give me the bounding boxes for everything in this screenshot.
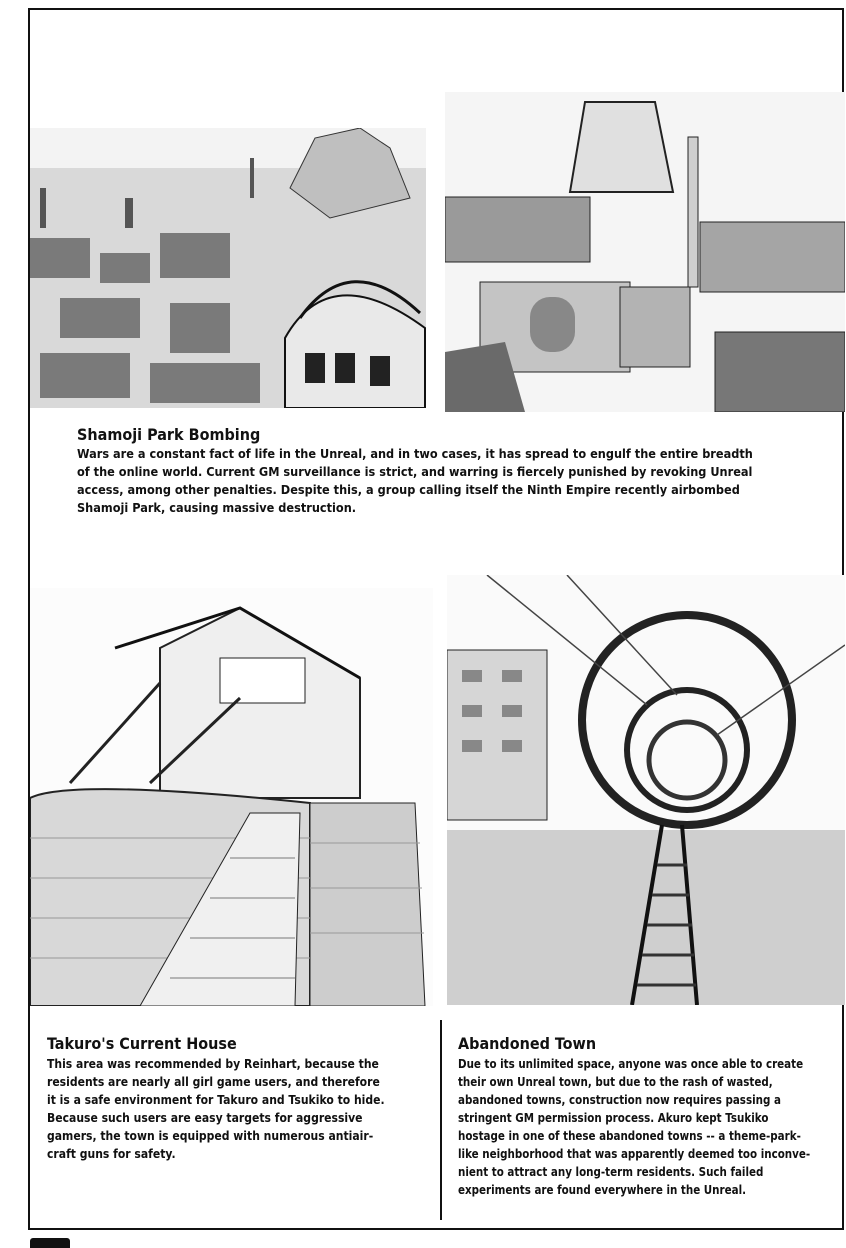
abandoned-line: nient to attract any long-term residents. Such failed [458, 1165, 764, 1179]
shamoji-line: access, among other penalties. Despite this, a group calling itself the Ninth Empire recently airbombed [77, 482, 740, 497]
takuro-line: craft guns for safety. [47, 1146, 176, 1161]
takuro-house-description [47, 1055, 417, 1163]
takuro-line: it is a safe environment for Takuro and Tsukiko to hide. [47, 1092, 385, 1107]
abandoned-line: Due to its unlimited space, anyone was once able to create [458, 1057, 804, 1071]
takuro-house-title: Takuro's Current House [47, 1034, 237, 1053]
abandoned-line: experiments are found everywhere in the Unreal. [458, 1183, 747, 1197]
abandoned-town-illustration [447, 575, 845, 1005]
shamoji-park-title: Shamoji Park Bombing [77, 425, 261, 444]
ruined-city-illustration [30, 128, 426, 408]
shamoji-park-description [77, 445, 806, 517]
takuro-line: Because such users are easy targets for aggressive [47, 1110, 363, 1125]
tower-town-illustration [445, 92, 845, 412]
caption-divider [440, 1020, 442, 1220]
page-number-fragment [30, 1238, 70, 1248]
abandoned-line: hostage in one of these abandoned towns -- a theme-park- [458, 1129, 801, 1143]
shamoji-line: of the online world. Current GM surveillance is strict, and warring is fiercely punished by revoking Unreal [77, 464, 753, 479]
shamoji-line: Shamoji Park, causing massive destruction. [77, 500, 357, 515]
takuro-line: This area was recommended by Reinhart, because the [47, 1056, 379, 1071]
abandoned-line: their own Unreal town, but due to the rash of wasted, [458, 1075, 773, 1089]
abandoned-line: abandoned towns, construction now requires passing a [458, 1093, 781, 1107]
takuro-line: residents are nearly all girl game users, and therefore [47, 1074, 380, 1089]
abandoned-town-title: Abandoned Town [458, 1034, 597, 1053]
takuro-line: gamers, the town is equipped with numerous antiair- [47, 1128, 374, 1143]
takuro-house-illustration [30, 588, 433, 1006]
abandoned-line: stringent GM permission process. Akuro kept Tsukiko [458, 1111, 769, 1125]
abandoned-line: like neighborhood that was apparently deemed too inconve- [458, 1147, 811, 1161]
shamoji-line: Wars are a constant fact of life in the Unreal, and in two cases, it has spread to engulf the entire breadth [77, 446, 753, 461]
abandoned-town-description [458, 1055, 824, 1199]
